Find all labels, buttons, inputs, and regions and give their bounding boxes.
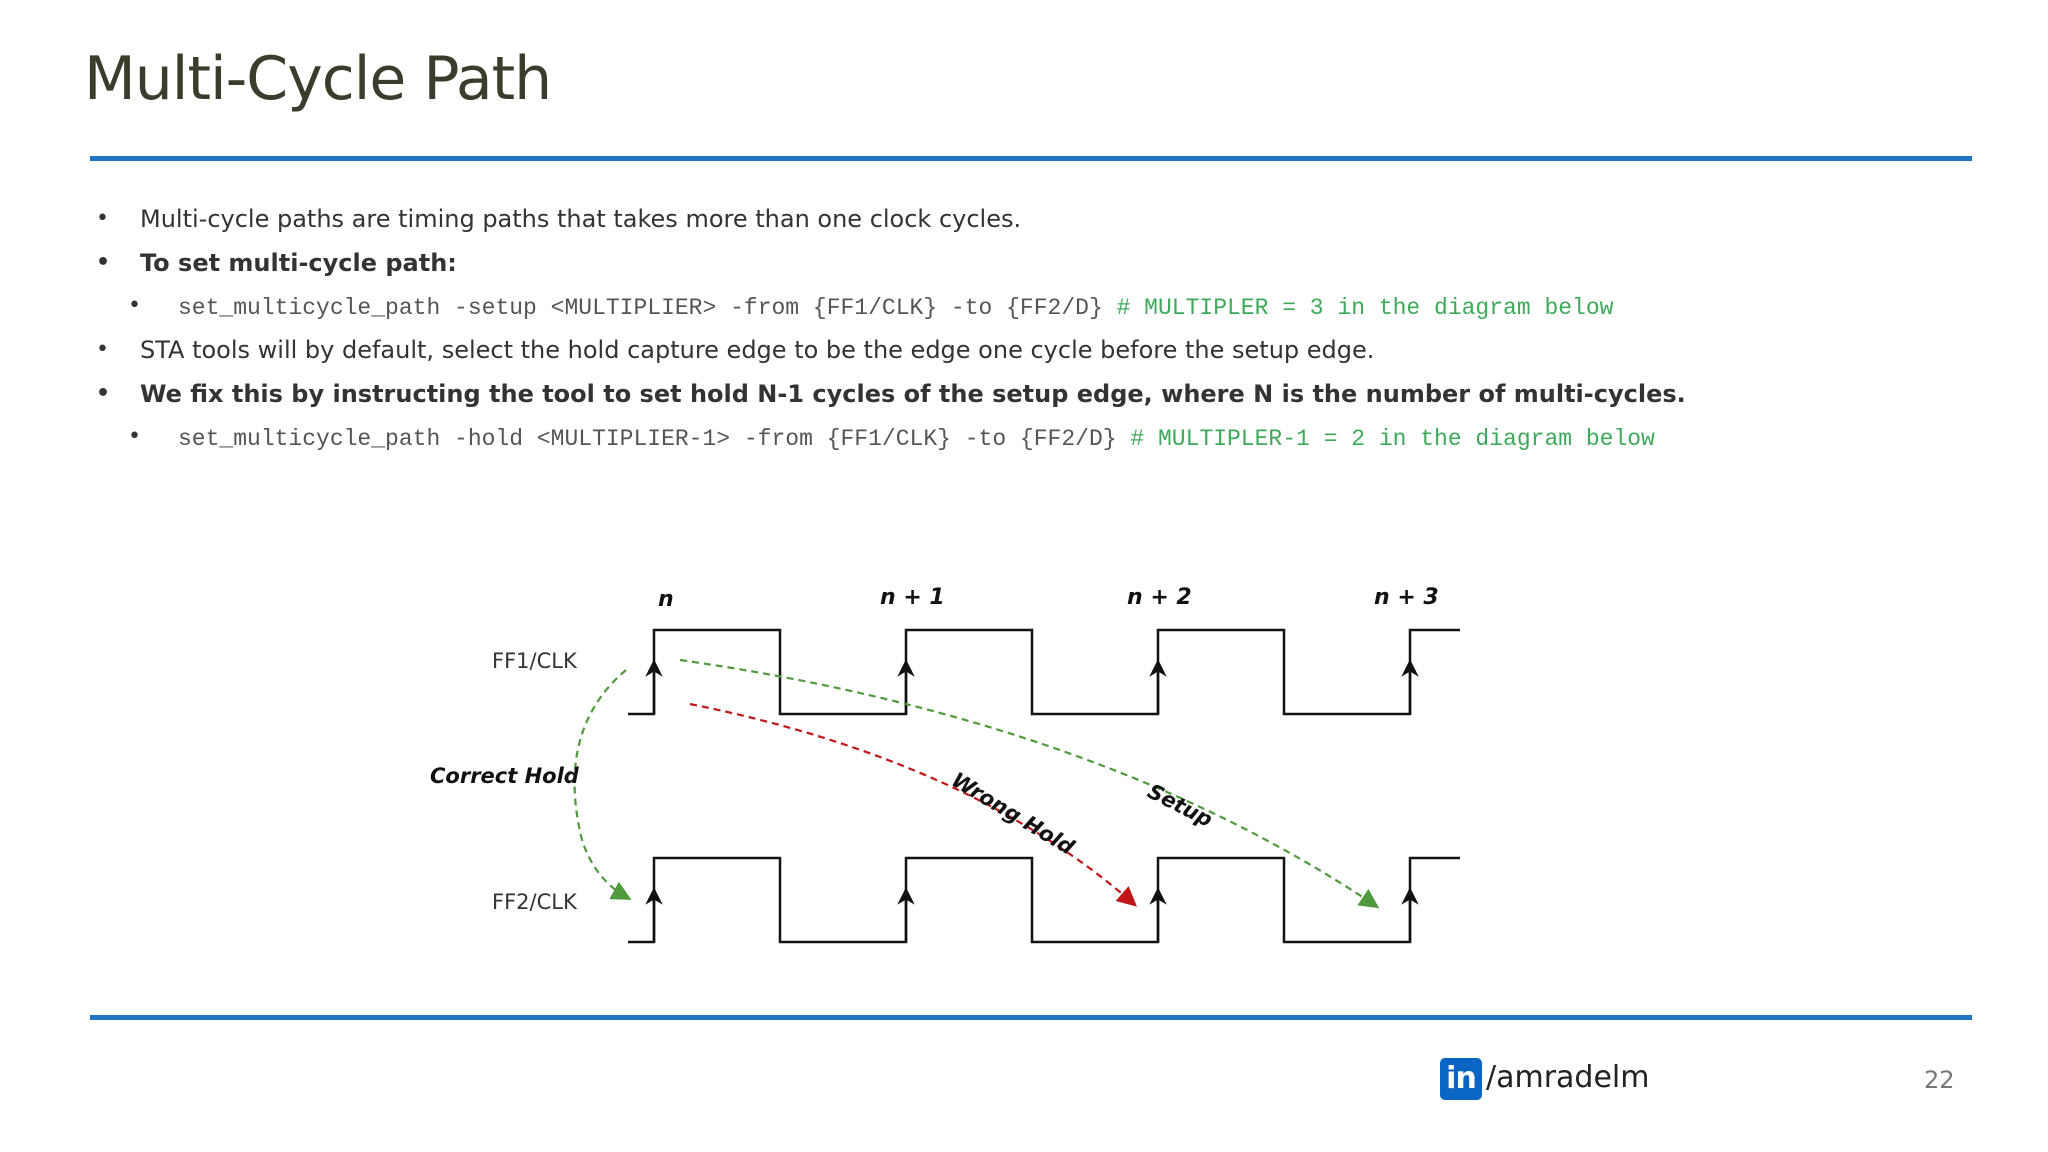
linkedin-icon[interactable]: in [1440, 1058, 1482, 1100]
bullet-text: We fix this by instructing the tool to set hold N-1 cycles of the setup edge, where N is the number of multi-cycles. [140, 380, 1686, 408]
code-comment: # MULTIPLER = 3 in the diagram below [1116, 295, 1614, 321]
signal-label-ff1-clk: FF1/CLK [492, 649, 577, 673]
bullet-text: Multi-cycle paths are timing paths that takes more than one clock cycles. [140, 205, 1022, 233]
bullet-dot: • [96, 250, 111, 275]
footer-divider [90, 1015, 1972, 1020]
bullet-dot: • [96, 206, 109, 231]
setup-label: Setup [1143, 779, 1217, 832]
footer-handle-link[interactable]: /amradelm [1486, 1060, 1650, 1095]
code-command: set_multicycle_path -setup <MULTIPLIER> -from {FF1/CLK} -to {FF2/D} [178, 295, 1103, 321]
bullet-dot: • [128, 293, 141, 318]
bullet-text: STA tools will by default, select the hold capture edge to be the edge one cycle before the setup edge. [140, 336, 1375, 364]
edge-label-n-plus-2: n + 2 [1127, 585, 1192, 610]
edge-label-n-plus-1: n + 1 [880, 585, 945, 610]
wrong-hold-label: Wrong Hold [947, 767, 1079, 860]
bullet-dot: • [128, 424, 141, 449]
signal-label-ff2-clk: FF2/CLK [492, 890, 577, 914]
bullet-dot: • [96, 337, 109, 362]
ff2-clk-waveform [628, 858, 1460, 942]
setup-arrow [680, 660, 1376, 906]
edge-label-n-plus-3: n + 3 [1374, 585, 1439, 610]
edge-label-n: n [658, 587, 674, 612]
code-command: set_multicycle_path -hold <MULTIPLIER-1> -from {FF1/CLK} -to {FF2/D} [178, 426, 1117, 452]
code-comment: # MULTIPLER-1 = 2 in the diagram below [1130, 426, 1655, 452]
page-number: 22 [1924, 1066, 1955, 1094]
wrong-hold-arrow [690, 704, 1134, 904]
correct-hold-label: Correct Hold [430, 764, 579, 788]
correct-hold-arrow [575, 670, 628, 898]
bullet-text: To set multi-cycle path: [140, 249, 457, 277]
bullet-dot: • [96, 381, 111, 406]
slide-title: Multi-Cycle Path [84, 44, 552, 114]
